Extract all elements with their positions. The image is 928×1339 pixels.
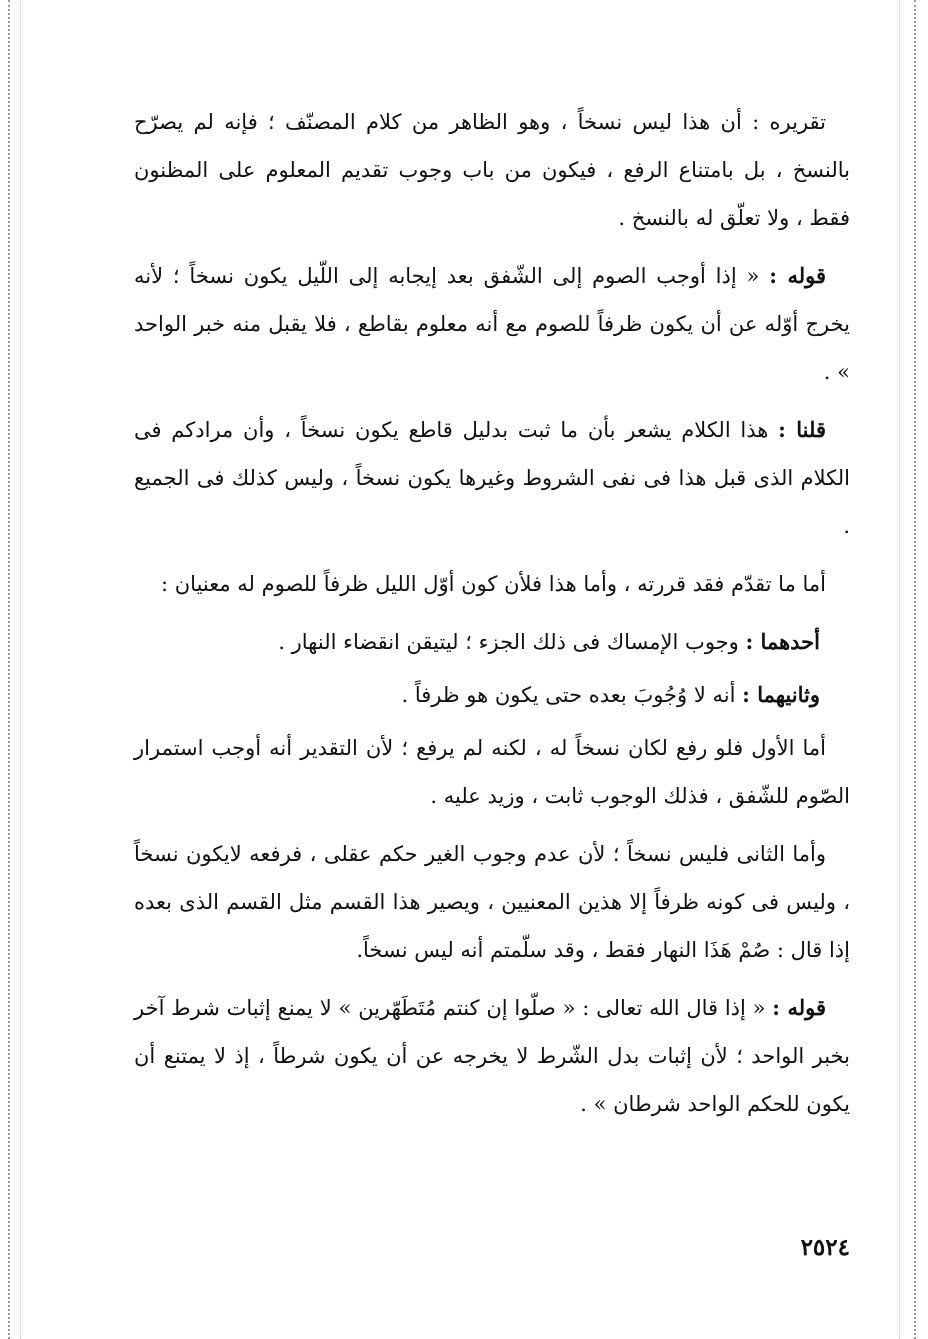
scan-edge-left [8, 0, 12, 1339]
paragraph-text: « إذا أوجب الصوم إلى الشّفق بعد إيجابه إلى اللّيل يكون نسخاً ؛ لأنه يخرج أوّله عن أن يكون ظرفاً للصوم مع أنه معلوم بقاطع ، فلا يقبل منه خبر الواحد » . [134, 264, 850, 384]
paragraph-text: تقريره : أن هذا ليس نسخاً ، وهو الظاهر من كلام المصنّف ؛ فإنه لم يصرّح بالنسخ ، بل بامتناع الرفع ، فيكون من باب وجوب تقديم المعلوم على المظنون فقط ، ولا تعلّق له بالنسخ . [134, 110, 850, 230]
paragraph-lead: قوله : [772, 995, 826, 1020]
paragraph-qulna [134, 406, 850, 550]
paragraph-text: أما ما تقدّم فقد قررته ، وأما هذا فلأن كون أوّل الليل ظرفاً للصوم له معنيان : [161, 572, 826, 596]
paragraph-taqriruh [134, 98, 850, 242]
paragraph-lead: قلنا : [778, 417, 826, 442]
paragraph-text: وأما الثانى فليس نسخاً ؛ لأن عدم وجوب الغير حكم عقلى ، فرفعه لايكون نسخاً ، وليس فى كونه ظرفاً إلا هذين المعنيين ، ويصير هذا القسم مثل القسم الذى بعده إذا قال : صُمْ هَذَا النهار فقط ، وقد سلّمتم أنه ليس نسخاً. [134, 842, 850, 962]
item-lead: وثانيهما : [742, 682, 820, 707]
paragraph-amma-al-awwal [134, 724, 850, 820]
item-lead: أحدهما : [745, 629, 820, 654]
paragraph-text: « إذا قال الله تعالى : « صلّوا إن كنتم مُتَطَهّرين » لا يمنع إثبات شرط آخر بخبر الواحد ؛ لأن إثبات بدل الشّرط لا يخرجه عن أن يكون شرطاً ، إذ لا يمتنع أن يكون للحكم الواحد شرطان » . [134, 996, 850, 1116]
list-item-second-meaning [134, 671, 850, 719]
item-text: أنه لا وُجُوبَ بعده حتى يكون هو ظرفاً . [401, 683, 736, 707]
body-text [134, 98, 850, 1138]
scan-edge-right [914, 0, 916, 1339]
paragraph-qawluh-2 [134, 984, 850, 1128]
paragraph-text: هذا الكلام يشعر بأن ما ثبت بدليل قاطع يكون نسخاً ، وأن مرادكم فى الكلام الذى قبل هذا فى نفى الشروط وغيرها يكون نسخاً ، وليس كذلك فى الجميع . [134, 418, 850, 538]
paragraph-amma-ma-taqaddam [134, 560, 850, 608]
paragraph-lead: قوله : [769, 263, 826, 288]
scan-edge-right-faint [899, 0, 900, 1339]
scan-edge-left-faint [20, 0, 21, 1339]
paragraph-text: أما الأول فلو رفع لكان نسخاً له ، لكنه لم يرفع ؛ لأن التقدير أنه أوجب استمرار الصّوم للشّفق ، فذلك الوجوب ثابت ، وزيد عليه . [134, 736, 850, 808]
paragraph-wa-amma-al-thani [134, 830, 850, 974]
paragraph-qawluh-1 [134, 252, 850, 396]
item-text: وجوب الإمساك فى ذلك الجزء ؛ ليتيقن انقضاء النهار . [278, 630, 739, 654]
list-item-first-meaning [134, 618, 850, 666]
page-number: ٢٥٢٤ [800, 1234, 850, 1261]
